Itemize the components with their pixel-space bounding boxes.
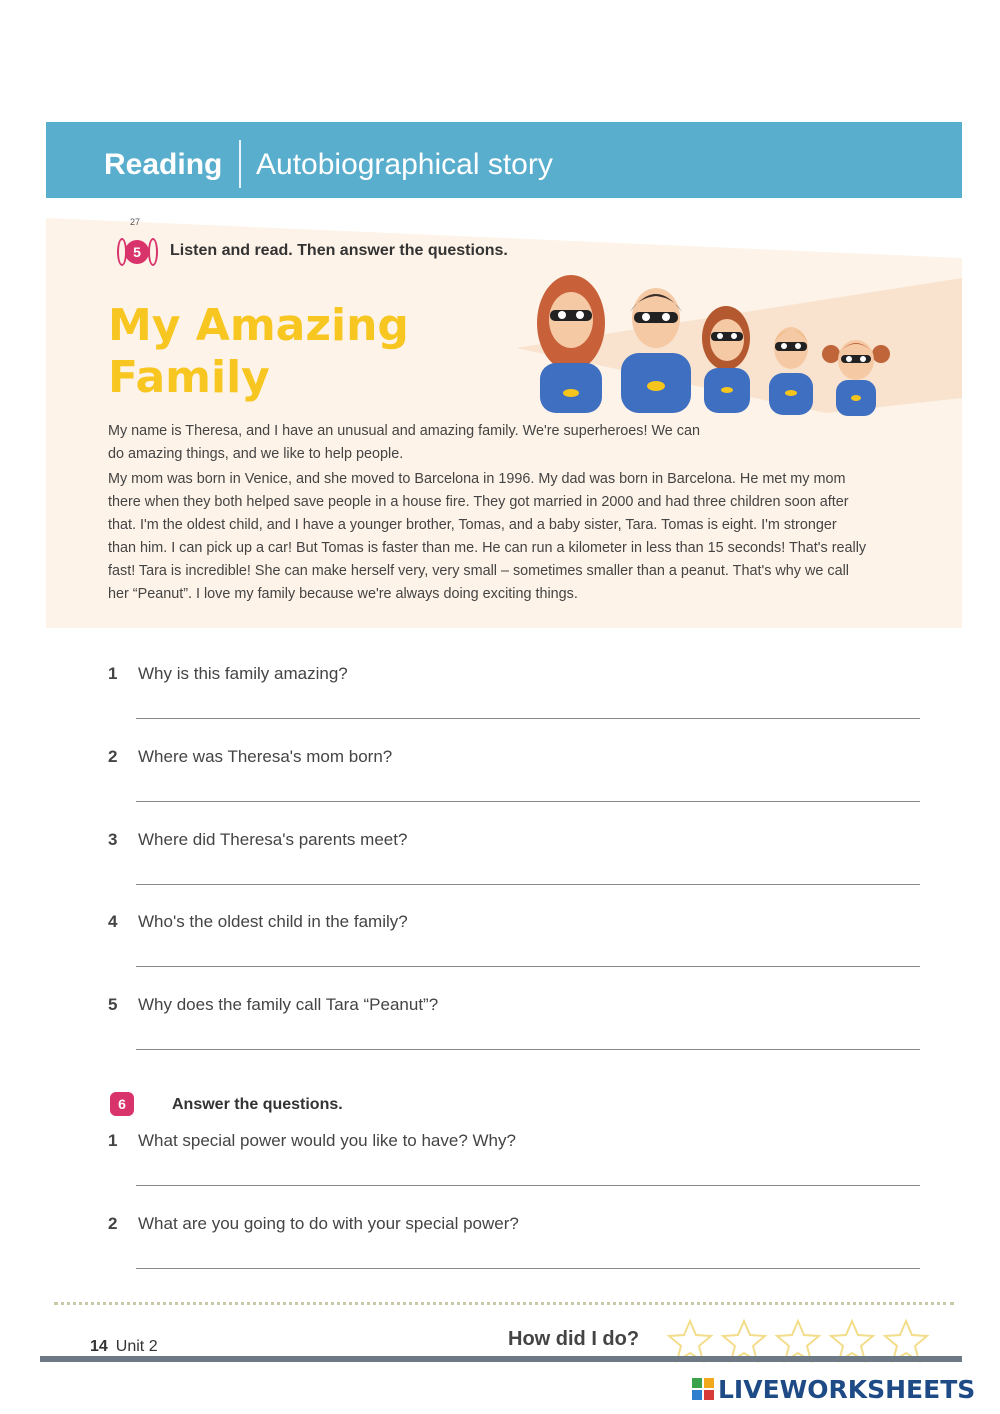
story-paragraph-2-line: than him. I can pick up a car! But Tomas is faster than me. He can run a kilometer in less than 15 seconds! That's really: [108, 540, 867, 556]
answer-line-5-5[interactable]: [136, 1049, 920, 1050]
section-title: Reading: [104, 148, 223, 181]
superhero-family-illustration: [526, 268, 906, 418]
question-text: Where did Theresa's parents meet?: [138, 830, 408, 849]
answer-line-5-1[interactable]: [136, 718, 920, 719]
question-text: What special power would you like to have? Why?: [138, 1131, 516, 1150]
answer-line-6-1[interactable]: [136, 1185, 920, 1186]
question-6-1: [108, 1131, 516, 1151]
star-icon: [831, 1321, 873, 1361]
audio-track-number: 27: [130, 217, 141, 227]
story-title-line-1: My Amazing: [108, 300, 409, 351]
section-subtitle: Autobiographical story: [256, 148, 553, 181]
theresa-figure-icon: [702, 306, 750, 413]
story-paragraph-1-line-2: do amazing things, and we like to help people.: [108, 446, 404, 462]
star-icon: [669, 1321, 711, 1361]
question-text: Who's the oldest child in the family?: [138, 912, 408, 931]
story-paragraph-2-line: fast! Tara is incredible! She can make herself very, very small – sometimes smaller than a peanut. That's why we call: [108, 563, 849, 579]
story-title-line-2: Family: [108, 352, 270, 403]
dad-figure-icon: [621, 288, 691, 413]
question-text: Why does the family call Tara “Peanut”?: [138, 995, 439, 1014]
exercise-6-instruction: Answer the questions.: [172, 1096, 343, 1113]
question-5-4: [108, 912, 408, 932]
story-paragraph-1-line-1: My name is Theresa, and I have an unusual and amazing family. We're superheroes! We can: [108, 423, 701, 439]
question-5-1: [108, 664, 348, 684]
answer-line-5-3[interactable]: [136, 884, 920, 885]
question-number: 2: [108, 1214, 118, 1233]
question-6-2: [108, 1214, 519, 1234]
story-paragraph-2: [108, 468, 866, 606]
liveworksheets-watermark: LIVEWORKSHEETS: [718, 1375, 976, 1404]
page-number: 14: [90, 1338, 108, 1355]
page-footer: [90, 1338, 158, 1356]
question-number: 3: [108, 830, 118, 849]
story-title: [108, 300, 409, 404]
footer-dotted-divider: [54, 1302, 954, 1305]
answer-line-5-4[interactable]: [136, 966, 920, 967]
star-icon: [723, 1321, 765, 1361]
tomas-figure-icon: [769, 327, 813, 415]
section-header: [46, 122, 962, 198]
answer-line-5-2[interactable]: [136, 801, 920, 802]
story-paragraph-2-line: My mom was born in Venice, and she moved to Barcelona in 1996. My dad was born in Barcelona. He met my mom: [108, 471, 846, 487]
question-5-5: [108, 995, 438, 1015]
story-paragraph-2-line: that. I'm the oldest child, and I have a younger brother, Tomas, and a baby sister, Tara. Tomas is eight. I'm stronger: [108, 517, 837, 533]
question-text: Where was Theresa's mom born?: [138, 747, 393, 766]
exercise-6-badge: 6: [110, 1092, 134, 1116]
question-number: 1: [108, 1131, 118, 1150]
mom-figure-icon: [537, 275, 605, 413]
liveworksheets-logo-icon: [692, 1378, 714, 1400]
question-number: 4: [108, 912, 118, 931]
star-icon: [885, 1321, 927, 1361]
question-5-3: [108, 830, 407, 850]
question-number: 2: [108, 747, 118, 766]
unit-label: Unit 2: [115, 1338, 158, 1355]
exercise-5-badge: 5: [125, 240, 149, 264]
story-paragraph-1: [108, 420, 700, 466]
story-paragraph-2-line: her “Peanut”. I love my family because we're always doing exciting things.: [108, 586, 578, 602]
tara-figure-icon: [822, 340, 890, 416]
question-5-2: [108, 747, 392, 767]
question-text: Why is this family amazing?: [138, 664, 348, 683]
headphone-right-icon: [148, 238, 158, 266]
story-paragraph-2-line: there when they both helped save people in a house fire. They got married in 2000 and had three children soon after: [108, 494, 849, 510]
self-check-label: How did I do?: [508, 1328, 640, 1350]
header-divider: [239, 140, 241, 188]
star-icon: [777, 1321, 819, 1361]
answer-line-6-2[interactable]: [136, 1268, 920, 1269]
question-number: 1: [108, 664, 118, 683]
page-bottom-bar: [40, 1356, 962, 1362]
question-text: What are you going to do with your special power?: [138, 1214, 519, 1233]
question-number: 5: [108, 995, 118, 1014]
exercise-5-instruction: Listen and read. Then answer the questions.: [170, 242, 508, 259]
worksheet-page: [46, 122, 962, 1362]
